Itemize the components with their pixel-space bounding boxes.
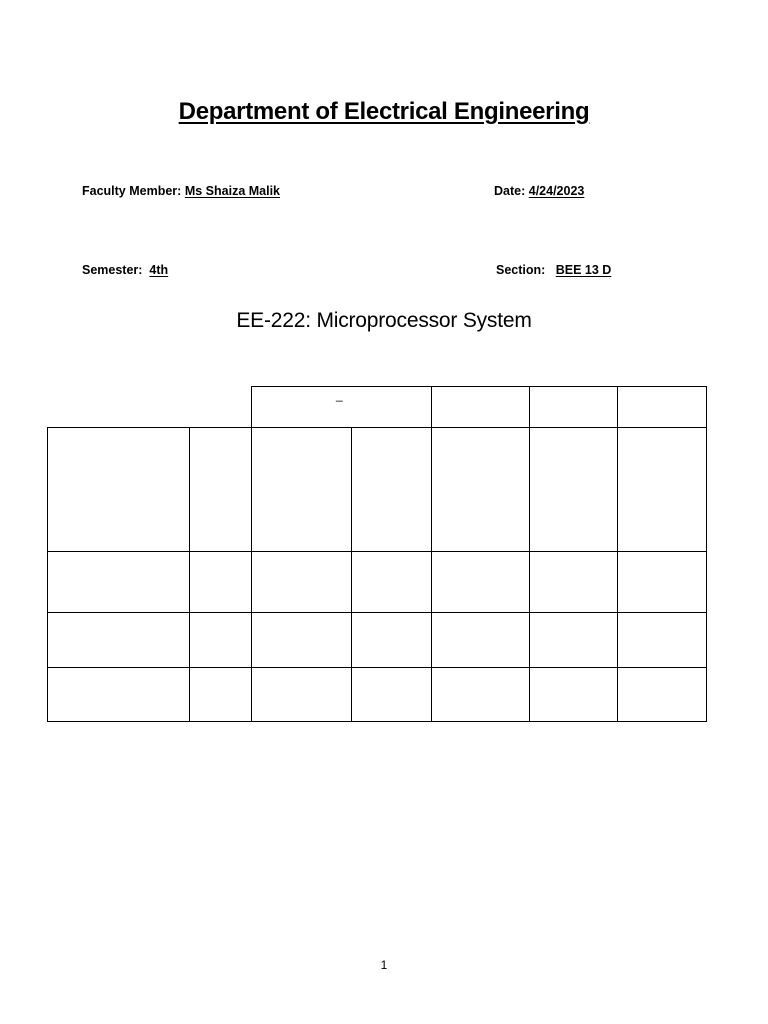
section-value: BEE 13 D bbox=[555, 263, 612, 277]
department-title: Department of Electrical Engineering bbox=[178, 98, 590, 125]
section-label: Section: bbox=[496, 263, 546, 277]
table-cell bbox=[47, 551, 190, 613]
table-cell bbox=[189, 612, 252, 668]
table-cell bbox=[251, 551, 352, 613]
table-cell bbox=[431, 612, 530, 668]
date-line bbox=[494, 184, 584, 198]
faculty-value: Ms Shaiza Malik bbox=[184, 184, 281, 198]
table-cell bbox=[529, 427, 618, 552]
table-cell bbox=[617, 427, 707, 552]
semester-label: Semester: bbox=[82, 263, 143, 277]
table-cell bbox=[431, 551, 530, 613]
table-cell bbox=[617, 612, 707, 668]
table-header-cell bbox=[431, 386, 530, 428]
table-cell bbox=[431, 427, 530, 552]
table-cell bbox=[617, 551, 707, 613]
table-cell bbox=[251, 427, 352, 552]
table-cell bbox=[189, 427, 252, 552]
table-cell bbox=[189, 667, 252, 722]
table-cell bbox=[617, 667, 707, 722]
table-cell bbox=[189, 551, 252, 613]
semester-value: 4th bbox=[149, 263, 169, 277]
semester-line bbox=[82, 263, 168, 277]
section-line bbox=[496, 263, 611, 277]
table-cell bbox=[47, 427, 190, 552]
page-number: 1 bbox=[380, 958, 388, 972]
table-header-cell bbox=[529, 386, 618, 428]
faculty-member-line bbox=[82, 184, 280, 198]
table-cell bbox=[529, 612, 618, 668]
table-cell bbox=[351, 667, 432, 722]
header-mark: _ bbox=[336, 388, 343, 402]
table-cell bbox=[529, 667, 618, 722]
faculty-label: Faculty Member: bbox=[82, 184, 182, 198]
table-cell bbox=[431, 667, 530, 722]
course-title: EE-222: Microprocessor System bbox=[236, 309, 532, 332]
date-label: Date: bbox=[494, 184, 526, 198]
date-value: 4/24/2023 bbox=[528, 184, 585, 198]
table-cell bbox=[529, 551, 618, 613]
table-cell bbox=[47, 667, 190, 722]
table-cell bbox=[351, 551, 432, 613]
table-cell bbox=[251, 612, 352, 668]
table-cell bbox=[351, 427, 432, 552]
table-header-cell-merged bbox=[251, 386, 432, 428]
table-cell bbox=[351, 612, 432, 668]
table-header-cell bbox=[617, 386, 707, 428]
table-cell bbox=[47, 612, 190, 668]
table-cell bbox=[251, 667, 352, 722]
